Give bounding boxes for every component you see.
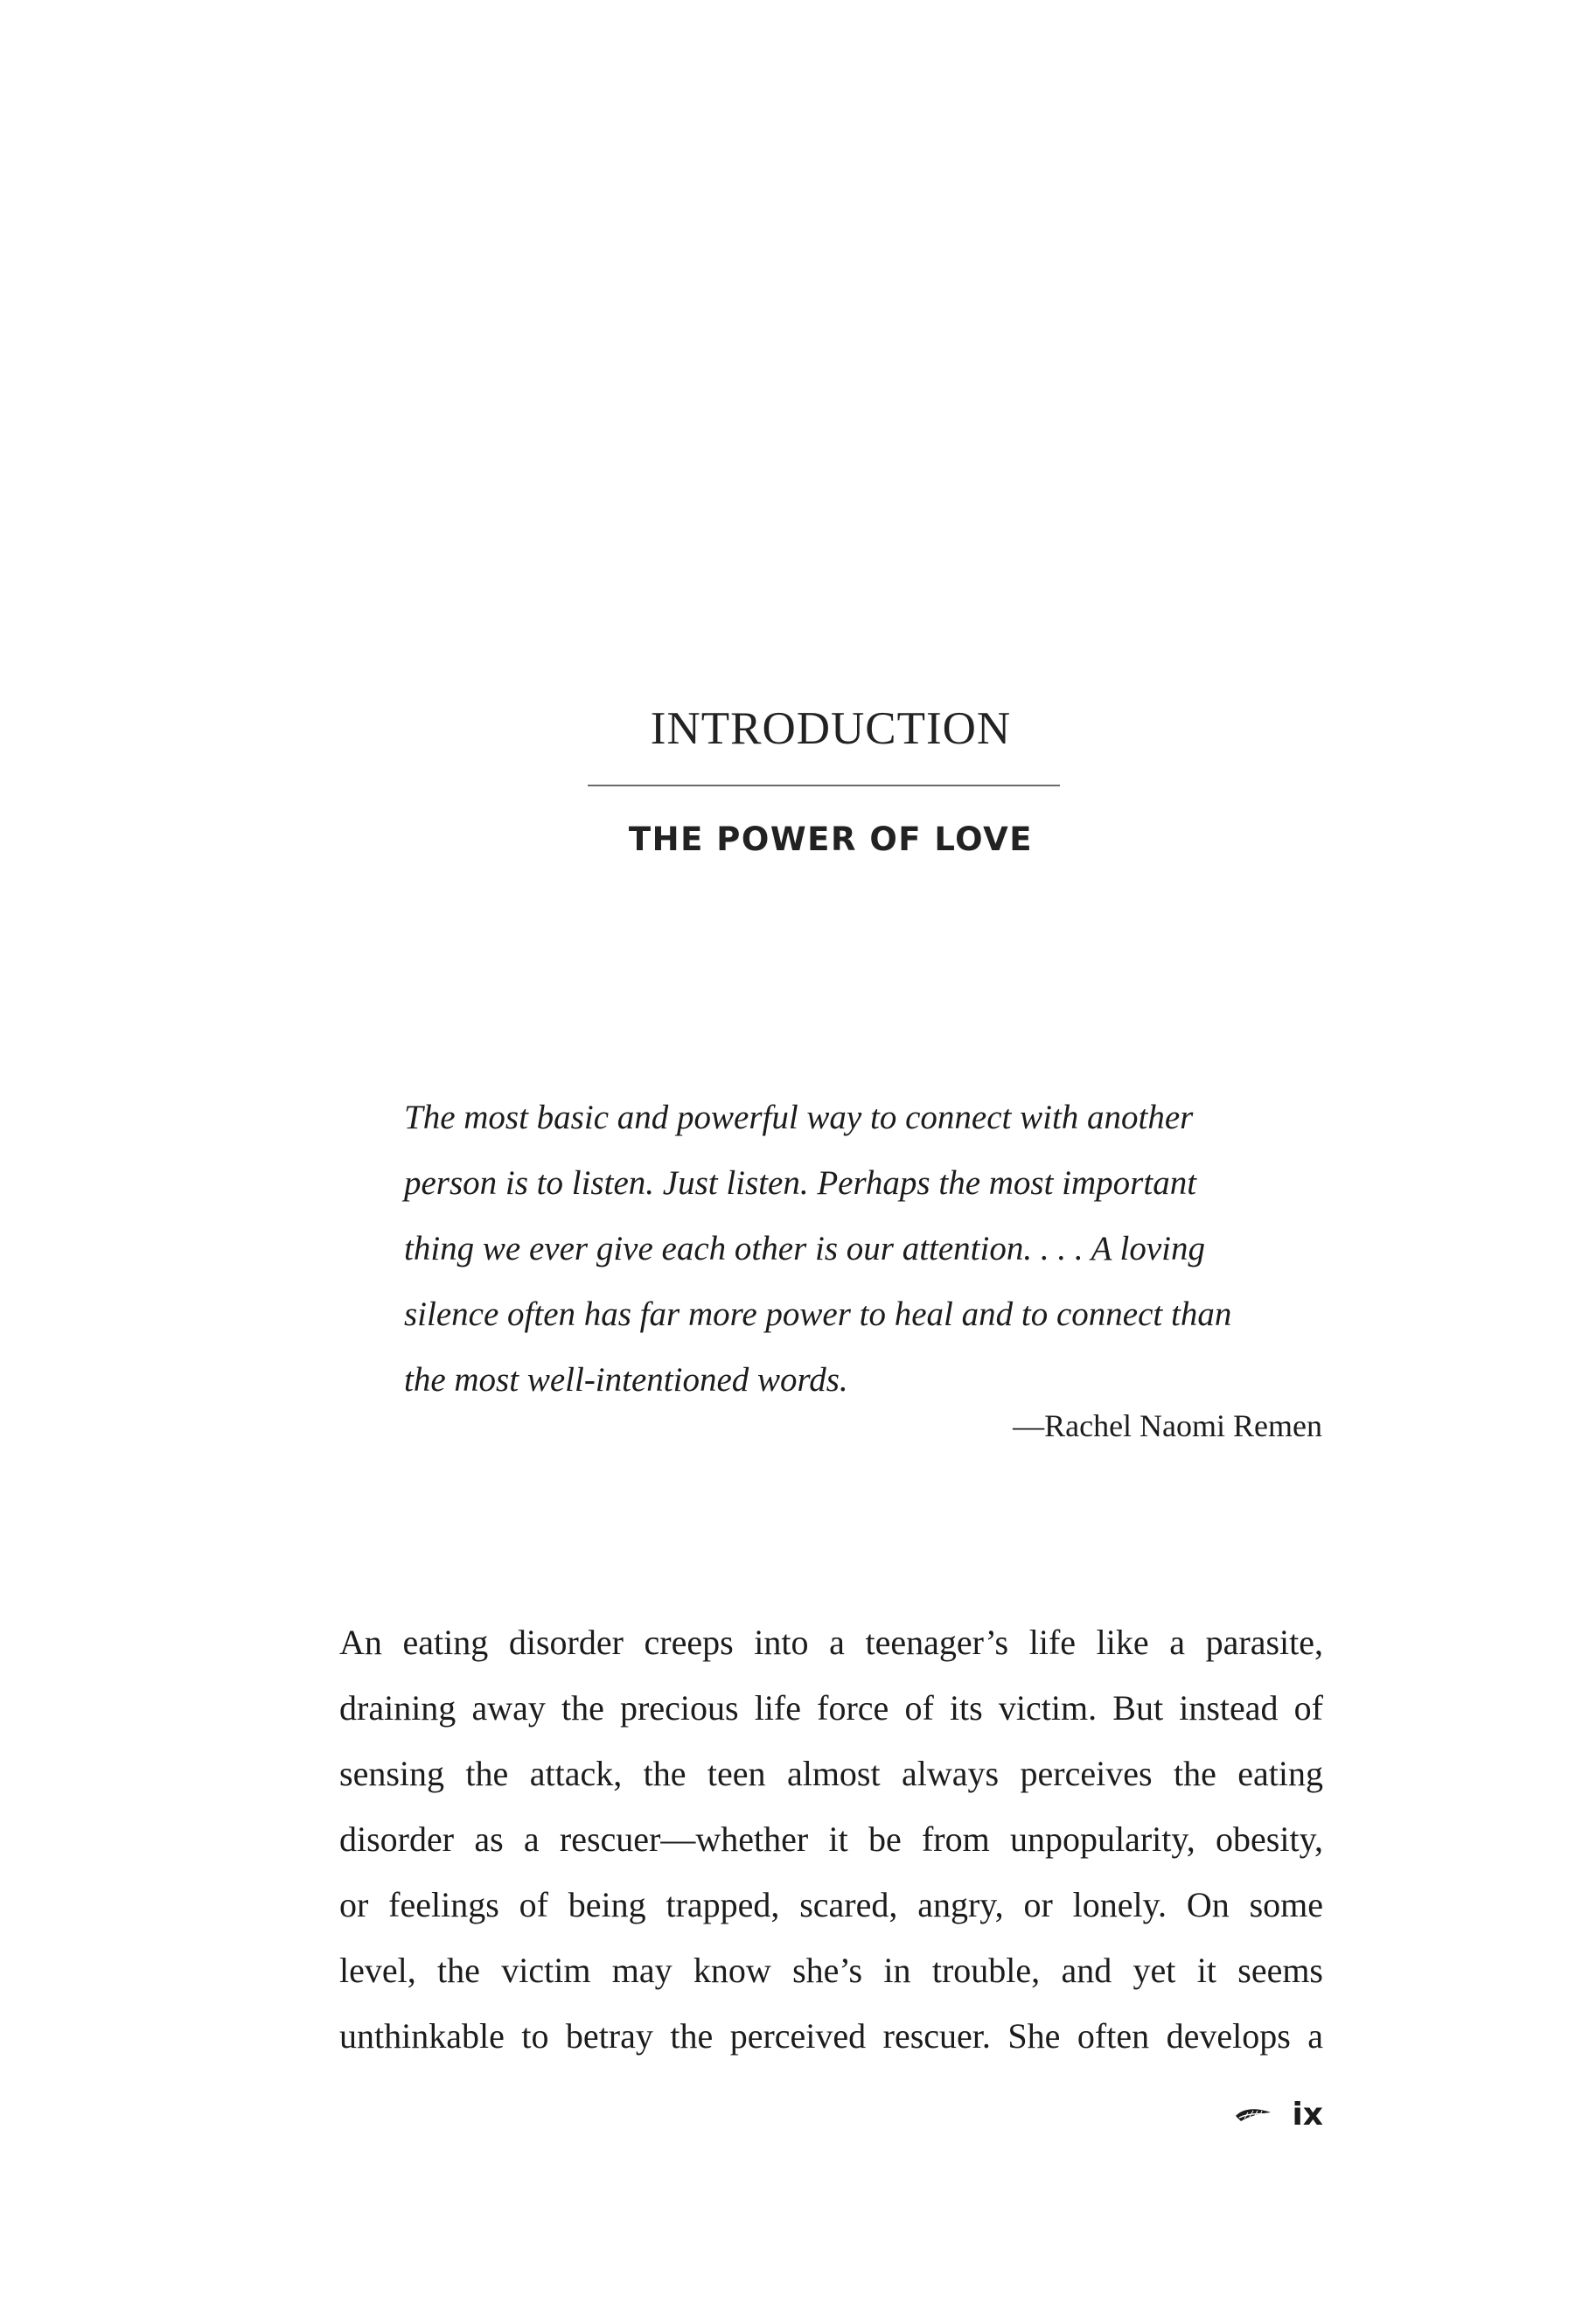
body-paragraph	[339, 1609, 1323, 2069]
chapter-title: INTRODUCTION	[650, 703, 1012, 754]
page-footer	[1234, 2098, 1323, 2133]
body-line: draining away the precious life force of its victim. But instead of	[339, 1688, 1323, 1728]
epigraph-line: silence often has far more power to heal and to connect than	[404, 1295, 1232, 1333]
epigraph-line: person is to listen. Just listen. Perhaps the most important	[404, 1164, 1197, 1202]
body-line: or feelings of being trapped, scared, angry, or lonely. On some	[339, 1885, 1323, 1924]
body-line: disorder as a rescuer—whether it be from unpopularity, obesity,	[339, 1819, 1323, 1859]
body-line: An eating disorder creeps into a teenager’s life like a parasite,	[339, 1623, 1323, 1662]
body-line: level, the victim may know she’s in trouble, and yet it seems	[339, 1951, 1323, 1990]
epigraph-line: The most basic and powerful way to connect with another	[404, 1099, 1194, 1136]
page-number: ix	[1292, 2097, 1323, 2133]
body-line: sensing the attack, the teen almost always perceives the eating	[339, 1754, 1323, 1793]
body-line: unthinkable to betray the perceived rescuer. She often develops a	[339, 2016, 1323, 2056]
epigraph-line: thing we ever give each other is our attention. . . . A loving	[404, 1230, 1205, 1267]
leaf-ornament-icon	[1234, 2105, 1272, 2126]
epigraph-attribution: —Rachel Naomi Remen	[1013, 1408, 1322, 1443]
chapter-subtitle: THE POWER OF LOVE	[628, 820, 1034, 858]
epigraph	[404, 1085, 1322, 1413]
title-divider	[588, 785, 1060, 786]
epigraph-line: the most well-intentioned words.	[404, 1361, 848, 1399]
